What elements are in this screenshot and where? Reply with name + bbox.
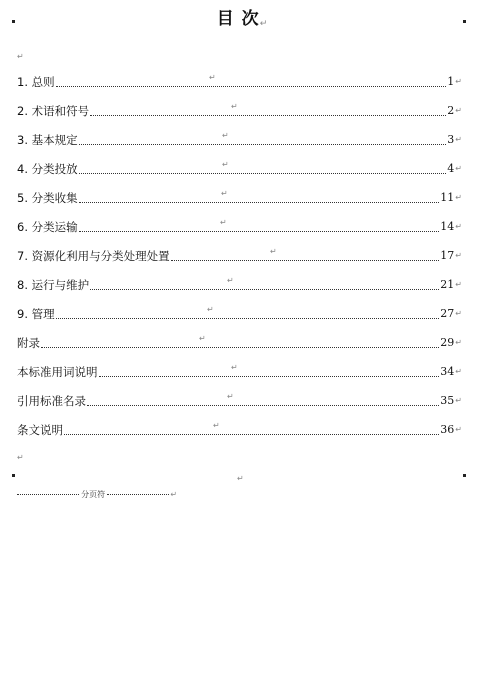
toc-dot-leader	[90, 114, 446, 116]
paragraph-mark-icon: ↵	[455, 106, 462, 115]
toc-entry-label: 7. 资源化利用与分类处理处置	[17, 248, 170, 263]
toc-entry[interactable]	[17, 67, 462, 96]
toc-entry[interactable]	[17, 299, 462, 328]
paragraph-mark-icon: ↵	[17, 453, 24, 462]
toc-entry-page-number: 34	[440, 365, 455, 378]
toc-entry-label: 本标准用词说明	[17, 364, 98, 379]
toc-entry-label: 附录	[17, 335, 40, 350]
tab-mark-icon: ↵	[227, 392, 234, 401]
page-title-text: 目 次	[216, 9, 260, 29]
tab-mark-icon: ↵	[199, 334, 206, 343]
toc-dot-leader	[171, 259, 440, 261]
toc-entry[interactable]	[17, 415, 462, 444]
toc-entry-label: 条文说明	[17, 422, 63, 437]
toc-entry-page-number: 3	[447, 133, 455, 146]
crop-mark-bottom-right	[463, 474, 466, 477]
tab-mark-icon: ↵	[222, 160, 229, 169]
toc-entry[interactable]	[17, 154, 462, 183]
tab-mark-icon: ↵	[209, 73, 216, 82]
toc-entry[interactable]	[17, 183, 462, 212]
toc-dot-leader	[64, 433, 439, 435]
toc-dot-leader	[79, 143, 447, 145]
toc-dot-leader	[79, 172, 447, 174]
tab-mark-icon: ↵	[270, 247, 277, 256]
table-of-contents	[17, 67, 462, 444]
tab-mark-icon: ↵	[220, 218, 227, 227]
toc-entry[interactable]	[17, 96, 462, 125]
toc-entry-page-number: 27	[440, 307, 455, 320]
toc-entry[interactable]	[17, 328, 462, 357]
tab-mark-icon: ↵	[227, 276, 234, 285]
toc-entry-page-number: 11	[440, 191, 455, 204]
toc-entry-label: 6. 分类运输	[17, 219, 78, 234]
paragraph-mark-icon: ↵	[455, 280, 462, 289]
tab-mark-icon: ↵	[222, 131, 229, 140]
paragraph-mark-icon: ↵	[455, 309, 462, 318]
tab-mark-icon: ↵	[231, 102, 238, 111]
paragraph-mark-icon: ↵	[455, 251, 462, 260]
toc-entry[interactable]	[17, 125, 462, 154]
toc-dot-leader	[41, 346, 439, 348]
toc-entry[interactable]	[17, 241, 462, 270]
toc-entry[interactable]	[17, 270, 462, 299]
toc-dot-leader	[79, 201, 440, 203]
toc-entry-label: 5. 分类收集	[17, 190, 78, 205]
page-break-label: 分页符	[81, 490, 106, 499]
toc-entry-page-number: 1	[447, 75, 455, 88]
toc-dot-leader	[87, 404, 439, 406]
paragraph-mark-icon: ↵	[455, 425, 462, 434]
toc-entry-label: 1. 总则	[17, 74, 55, 89]
page-break	[17, 489, 177, 500]
tab-mark-icon: ↵	[231, 363, 238, 372]
toc-entry-label: 3. 基本规定	[17, 132, 78, 147]
paragraph-mark-icon: ↵	[455, 396, 462, 405]
toc-entry-page-number: 4	[447, 162, 455, 175]
page-break-line-left	[17, 494, 79, 495]
toc-dot-leader	[79, 230, 440, 232]
toc-entry-label: 2. 术语和符号	[17, 103, 90, 118]
toc-entry-page-number: 36	[440, 423, 455, 436]
toc-dot-leader	[99, 375, 440, 377]
paragraph-mark-icon: ↵	[259, 19, 269, 29]
page-title	[0, 4, 485, 29]
toc-entry-page-number: 17	[440, 249, 455, 262]
toc-entry[interactable]	[17, 212, 462, 241]
toc-entry[interactable]	[17, 357, 462, 386]
paragraph-mark-icon: ↵	[455, 222, 462, 231]
paragraph-mark-icon: ↵	[170, 490, 178, 499]
paragraph-mark-icon: ↵	[455, 338, 462, 347]
toc-dot-leader	[90, 288, 439, 290]
tab-mark-icon: ↵	[221, 189, 228, 198]
paragraph-mark-icon: ↵	[17, 52, 24, 61]
paragraph-mark-icon: ↵	[455, 367, 462, 376]
paragraph-mark-icon: ↵	[237, 474, 244, 483]
toc-entry-label: 8. 运行与维护	[17, 277, 90, 292]
crop-mark-bottom-left	[12, 474, 15, 477]
page-break-line-right	[107, 494, 169, 495]
toc-entry-label: 4. 分类投放	[17, 161, 78, 176]
toc-entry-label: 引用标准名录	[17, 393, 86, 408]
toc-entry-page-number: 35	[440, 394, 455, 407]
toc-entry[interactable]	[17, 386, 462, 415]
paragraph-mark-icon: ↵	[455, 193, 462, 202]
toc-entry-label: 9. 管理	[17, 306, 55, 321]
paragraph-mark-icon: ↵	[455, 164, 462, 173]
toc-dot-leader	[56, 317, 440, 319]
toc-entry-page-number: 29	[440, 336, 455, 349]
tab-mark-icon: ↵	[207, 305, 214, 314]
paragraph-mark-icon: ↵	[455, 77, 462, 86]
tab-mark-icon: ↵	[213, 421, 220, 430]
toc-dot-leader	[56, 85, 447, 87]
toc-entry-page-number: 2	[447, 104, 455, 117]
toc-entry-page-number: 14	[440, 220, 455, 233]
paragraph-mark-icon: ↵	[455, 135, 462, 144]
toc-entry-page-number: 21	[440, 278, 455, 291]
